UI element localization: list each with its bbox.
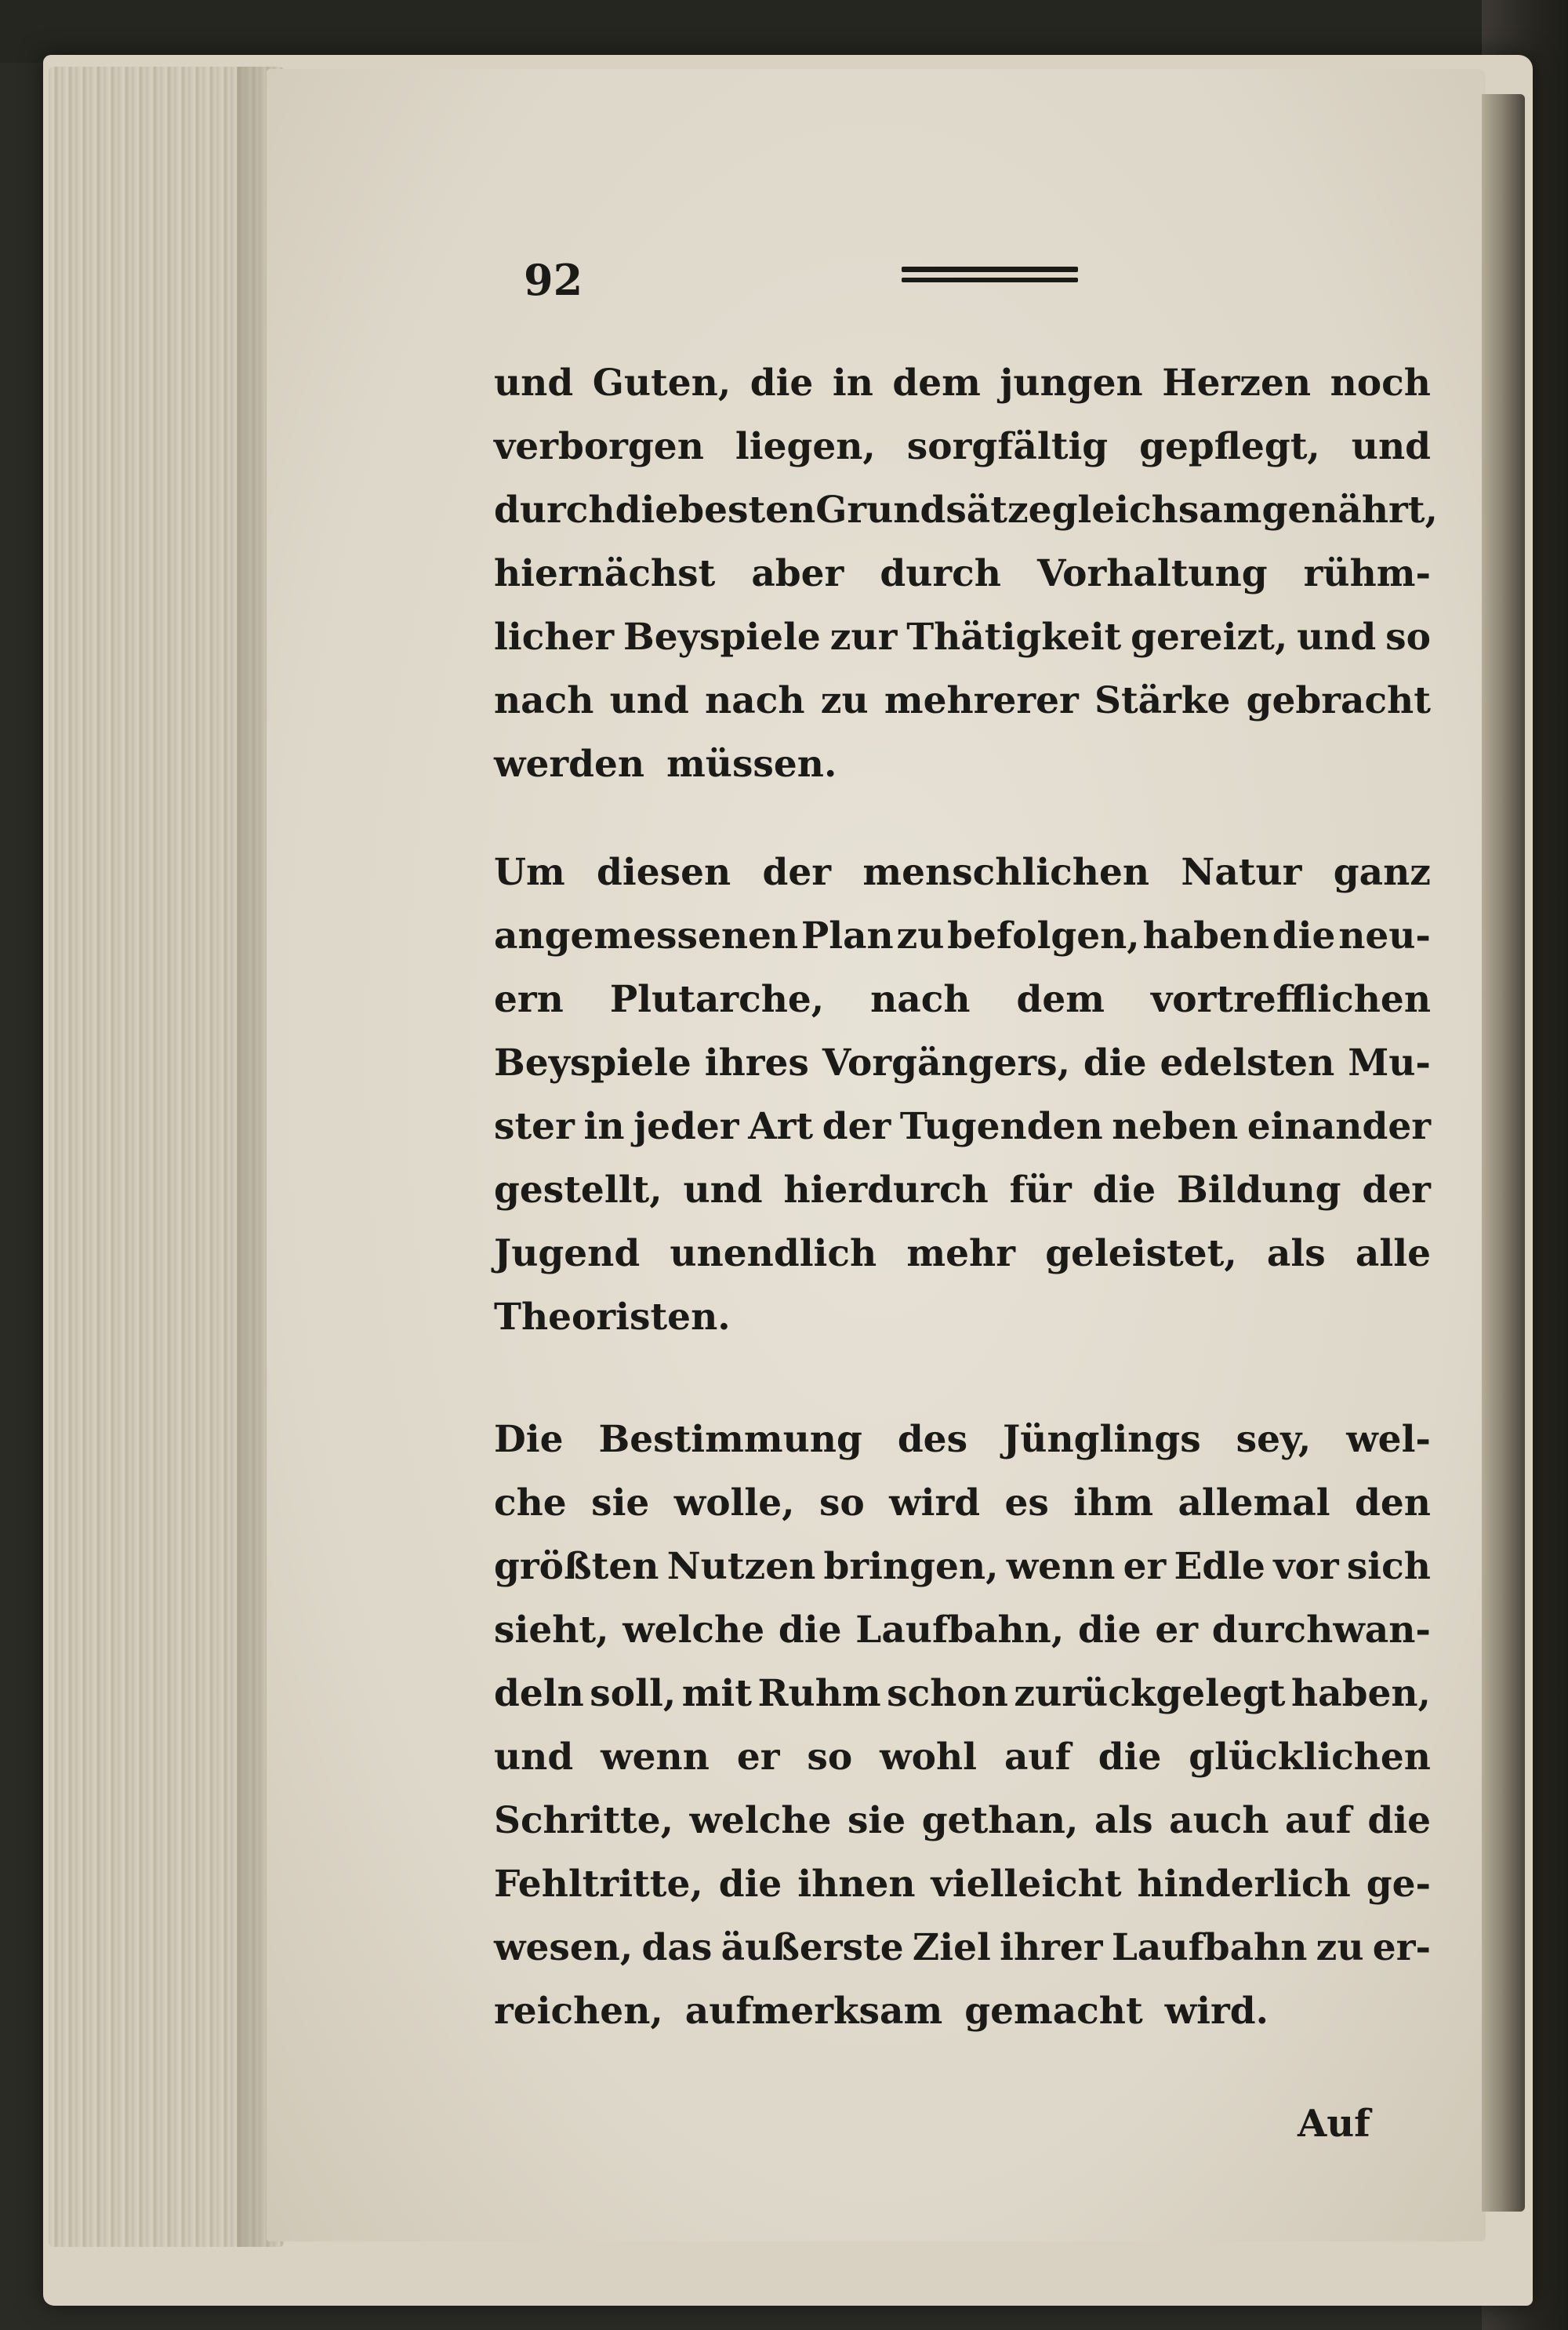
word: der xyxy=(1362,1169,1431,1212)
word: nach xyxy=(705,679,805,722)
word: er xyxy=(736,1736,780,1779)
word: der xyxy=(762,851,832,894)
word: genährt, xyxy=(1261,489,1438,532)
word: und xyxy=(683,1169,763,1212)
word: es xyxy=(1004,1481,1049,1525)
word: deln xyxy=(494,1672,584,1715)
word: Die xyxy=(494,1418,564,1461)
word: durch xyxy=(494,489,615,532)
word: welche xyxy=(622,1608,765,1652)
word: die xyxy=(778,1608,842,1652)
word: vortrefflichen xyxy=(1151,978,1431,1021)
word: mehrerer xyxy=(884,679,1079,722)
word: verborgen xyxy=(494,425,704,468)
word: Ziel xyxy=(912,1926,991,1969)
word: und xyxy=(1351,425,1431,468)
word: Laufbahn xyxy=(1111,1926,1308,1969)
word: diesen xyxy=(597,851,731,894)
text-line xyxy=(494,605,1431,669)
word: aber xyxy=(751,552,844,595)
word: Plan xyxy=(800,914,894,958)
word: auf xyxy=(1004,1736,1071,1779)
word: noch xyxy=(1330,362,1431,405)
word: mehr xyxy=(906,1232,1015,1275)
text-line xyxy=(494,542,1431,605)
word: jeder xyxy=(633,1105,739,1148)
word: Natur xyxy=(1181,851,1302,894)
text-line xyxy=(494,732,1431,796)
word: die xyxy=(1098,1736,1162,1779)
word: für xyxy=(1009,1169,1072,1212)
word: in xyxy=(832,362,873,405)
word: durch xyxy=(880,552,1001,595)
next-leaf-shadow xyxy=(1482,94,1525,2212)
text-line xyxy=(494,1916,1431,1979)
word: ihres xyxy=(704,1041,809,1085)
word: sey, xyxy=(1236,1418,1312,1461)
word: Nutzen xyxy=(666,1545,816,1588)
word: die xyxy=(1367,1799,1431,1842)
word: nach xyxy=(870,978,971,1021)
text-line xyxy=(494,841,1431,904)
word: ern xyxy=(494,978,564,1021)
word: ster xyxy=(494,1105,575,1148)
word: er xyxy=(1155,1608,1198,1652)
text-line xyxy=(494,904,1431,968)
word: wesen, xyxy=(494,1926,633,1969)
word: ge- xyxy=(1366,1863,1431,1906)
text-line xyxy=(494,1979,1431,2043)
text-line xyxy=(494,1789,1431,1852)
text-line xyxy=(494,1158,1431,1222)
text-line xyxy=(494,1725,1431,1789)
word: hierdurch xyxy=(783,1169,989,1212)
text-line xyxy=(494,1285,1431,1349)
page-edges xyxy=(49,67,284,2247)
word: und xyxy=(494,362,574,405)
word: jungen xyxy=(1000,362,1143,405)
word: ganz xyxy=(1333,851,1431,894)
word: so xyxy=(1385,616,1431,659)
word: vielleicht xyxy=(931,1863,1122,1906)
paragraph-3 xyxy=(494,1408,1431,2043)
word: neu- xyxy=(1338,914,1431,958)
text-line xyxy=(494,669,1431,732)
word: gleichsam xyxy=(1051,489,1262,532)
word: haben xyxy=(1142,914,1269,958)
word: mit xyxy=(681,1672,752,1715)
word: glücklichen xyxy=(1189,1736,1431,1779)
word: Vorhaltung xyxy=(1036,552,1268,595)
word: ihm xyxy=(1073,1481,1154,1525)
word: zu xyxy=(820,679,869,722)
scan-background-top xyxy=(0,0,1568,63)
word: sie xyxy=(591,1481,650,1525)
word: menschlichen xyxy=(862,851,1150,894)
word: rühm- xyxy=(1303,552,1431,595)
text-line xyxy=(494,1598,1431,1662)
word: Stärke xyxy=(1094,679,1231,722)
text-line xyxy=(494,415,1431,478)
word: die xyxy=(1083,1041,1147,1085)
word: die xyxy=(1092,1169,1156,1212)
word: sieht, xyxy=(494,1608,609,1652)
word: der xyxy=(822,1105,891,1148)
word: Edle xyxy=(1174,1545,1265,1588)
word: durchwan- xyxy=(1211,1608,1431,1652)
word: zurückgelegt xyxy=(1014,1672,1286,1715)
word: er- xyxy=(1372,1926,1431,1969)
word: haben, xyxy=(1290,1672,1431,1715)
word: Bildung xyxy=(1177,1169,1341,1212)
word: gestellt, xyxy=(494,1169,662,1212)
text-line xyxy=(494,1222,1431,1285)
word: Art xyxy=(748,1105,814,1148)
word: zu xyxy=(896,914,945,958)
page-number: 92 xyxy=(524,255,583,305)
word: nach xyxy=(494,679,594,722)
word: reichen, xyxy=(494,1990,663,2033)
word: zu xyxy=(1316,1926,1364,1969)
word: er xyxy=(1123,1545,1167,1588)
word: wird xyxy=(889,1481,981,1525)
word: Beyspiele xyxy=(494,1041,691,1085)
word: in xyxy=(583,1105,625,1148)
header-double-rule xyxy=(902,267,1078,287)
word: die xyxy=(750,362,814,405)
word: dem xyxy=(892,362,981,405)
word: Jugend xyxy=(494,1232,641,1275)
word: Guten, xyxy=(592,362,731,405)
word: wel- xyxy=(1346,1418,1431,1461)
word: zur xyxy=(829,616,898,659)
word: ihrer xyxy=(1000,1926,1103,1969)
word: so xyxy=(807,1736,853,1779)
word: Bestimmung xyxy=(598,1418,862,1461)
text-line xyxy=(494,478,1438,542)
word: schon xyxy=(887,1672,1008,1715)
word: und xyxy=(494,1736,574,1779)
word: Jünglings xyxy=(1003,1418,1201,1461)
word: Theoristen. xyxy=(494,1296,731,1339)
word: soll, xyxy=(590,1672,677,1715)
word: hiernächst xyxy=(494,552,716,595)
catchword: Auf xyxy=(1298,2102,1370,2146)
word: sie xyxy=(847,1799,906,1842)
word: sorgfältig xyxy=(906,425,1109,468)
word: Fehltritte, xyxy=(494,1863,703,1906)
word: gereizt, xyxy=(1131,616,1288,659)
word: Um xyxy=(494,851,565,894)
word: geleistet, xyxy=(1045,1232,1237,1275)
word: Ruhm xyxy=(757,1672,881,1715)
word: Vorgängers, xyxy=(822,1041,1070,1085)
text-line xyxy=(494,1408,1431,1471)
text-line xyxy=(494,1471,1431,1535)
word: auf xyxy=(1285,1799,1352,1842)
word: welche xyxy=(689,1799,832,1842)
word: Grundsätze xyxy=(815,489,1052,532)
word: des xyxy=(897,1418,968,1461)
word: gepflegt, xyxy=(1139,425,1320,468)
paragraph-1 xyxy=(494,351,1438,796)
word: Thätigkeit xyxy=(906,616,1122,659)
word: Herzen xyxy=(1162,362,1312,405)
word: auch xyxy=(1169,1799,1269,1842)
word: als xyxy=(1266,1232,1326,1275)
text-line xyxy=(494,1031,1431,1095)
word: besten xyxy=(678,489,816,532)
word: che xyxy=(494,1481,567,1525)
word: Tugenden xyxy=(899,1105,1103,1148)
paragraph-2 xyxy=(494,841,1431,1349)
word: hinderlich xyxy=(1137,1863,1351,1906)
word: edelsten xyxy=(1160,1041,1335,1085)
word: und xyxy=(609,679,689,722)
word: ihnen xyxy=(797,1863,916,1906)
word: größten xyxy=(494,1545,659,1588)
word: unendlich xyxy=(670,1232,877,1275)
word: Plutarche, xyxy=(609,978,825,1021)
word: allemal xyxy=(1178,1481,1330,1525)
word: wenn xyxy=(601,1736,710,1779)
word: bringen, xyxy=(823,1545,999,1588)
word: das xyxy=(641,1926,713,1969)
word: sich xyxy=(1346,1545,1431,1588)
word: so xyxy=(818,1481,865,1525)
word: werden xyxy=(494,743,645,786)
word: die xyxy=(615,489,679,532)
word: äußerste xyxy=(720,1926,904,1969)
word: Laufbahn, xyxy=(855,1608,1065,1652)
word: wird. xyxy=(1164,1990,1269,2033)
word: befolgen, xyxy=(947,914,1140,958)
word: neben xyxy=(1112,1105,1239,1148)
word: gebracht xyxy=(1246,679,1431,722)
text-line xyxy=(494,351,1431,415)
word: die xyxy=(1272,914,1336,958)
word: und xyxy=(1297,616,1377,659)
word: wohl xyxy=(880,1736,978,1779)
word: müssen. xyxy=(666,743,837,786)
word: aufmerksam xyxy=(684,1990,943,2033)
text-line xyxy=(494,1662,1431,1725)
word: als xyxy=(1094,1799,1153,1842)
word: die xyxy=(718,1863,782,1906)
word: gemacht xyxy=(964,1990,1143,2033)
text-line xyxy=(494,1095,1431,1158)
word: vor xyxy=(1273,1545,1339,1588)
word: Beyspiele xyxy=(623,616,821,659)
word: angemessenen xyxy=(494,914,799,958)
word: wolle, xyxy=(673,1481,795,1525)
text-line xyxy=(494,1535,1431,1598)
word: die xyxy=(1077,1608,1142,1652)
word: Mu- xyxy=(1348,1041,1431,1085)
word: alle xyxy=(1355,1232,1431,1275)
word: einander xyxy=(1247,1105,1431,1148)
word: den xyxy=(1354,1481,1431,1525)
word: wenn xyxy=(1006,1545,1116,1588)
word: dem xyxy=(1016,978,1105,1021)
word: Schritte, xyxy=(494,1799,674,1842)
word: gethan, xyxy=(921,1799,1079,1842)
text-line xyxy=(494,968,1431,1031)
word: liegen, xyxy=(735,425,876,468)
text-line xyxy=(494,1852,1431,1916)
word: licher xyxy=(494,616,615,659)
